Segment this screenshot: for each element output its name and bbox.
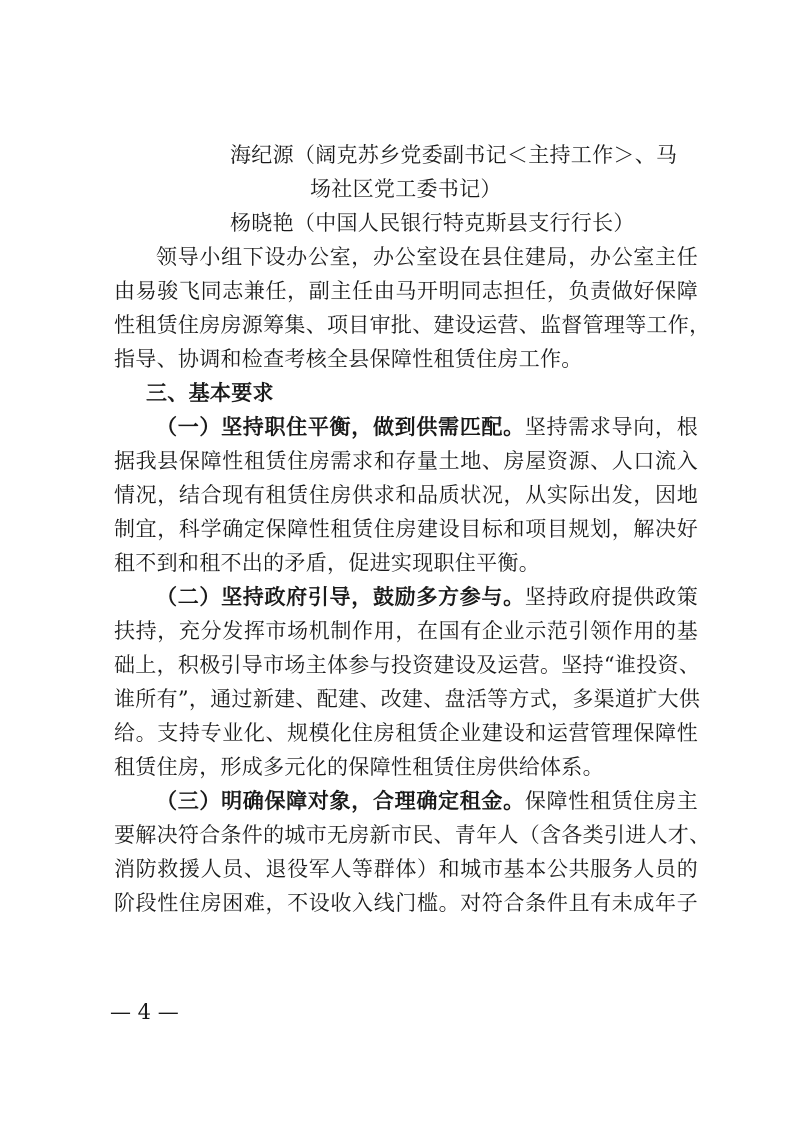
item-2-line: 租赁住房，形成多元化的保障性租赁住房供给体系。 [114,755,604,779]
item-1-first-line-rest: 坚持需求导向，根 [524,415,698,439]
item-1-line: 制宜，科学确定保障性租赁住房建设目标和项目规划，解决好 [114,517,698,541]
office-paragraph-line: 性租赁住房房源筹集、项目审批、建设运营、监督管理等工作， [114,313,711,337]
office-paragraph-line: 领导小组下设办公室，办公室设在县住建局，办公室主任 [156,245,698,269]
item-3-line: 消防救援人员、退役军人等群体）和城市基本公共服务人员的 [114,857,698,881]
item-2-first-line [114,580,698,614]
item-3-first-line-rest: 保障性租赁住房主 [524,789,698,813]
page-body [114,138,711,920]
member-yang-line: 杨晓艳（中国人民银行特克斯县支行行长） [230,211,635,235]
office-paragraph-line: 指导、协调和检查考核全县保障性租赁住房工作。 [114,347,583,371]
section-heading: 三、基本要求 [146,381,274,405]
item-2-line: 谁所有”，通过新建、配建、改建、盘活等方式，多渠道扩大供 [114,687,701,711]
item-1-line: 据我县保障性租赁住房需求和存量土地、房屋资源、人口流入 [114,449,698,473]
item-1-title: （一）坚持职住平衡，做到供需匹配。 [156,414,525,439]
item-2-first-line-rest: 坚持政府提供政策 [524,585,698,609]
office-paragraph-line: 由易骏飞同志兼任，副主任由马开明同志担任，负责做好保障 [114,279,698,303]
item-3-title: （三）明确保障对象，合理确定租金。 [156,788,525,813]
member-hai-line-2: 场社区党工委书记） [310,177,502,201]
member-hai-line-1: 海纪源（阔克苏乡党委副书记＜主持工作＞、马 [230,143,678,167]
item-1-line: 情况，结合现有租赁住房供求和品质状况，从实际出发，因地 [114,483,698,507]
item-2-title: （二）坚持政府引导，鼓励多方参与。 [156,584,525,609]
item-3-first-line [114,784,698,818]
item-2-line: 扶持，充分发挥市场机制作用，在国有企业示范引领作用的基 [114,619,698,643]
item-1-first-line [114,410,698,444]
item-2-line: 础上，积极引导市场主体参与投资建设及运营。坚持“谁投资、 [114,653,701,677]
item-2-line: 给。支持专业化、规模化住房租赁企业建设和运营管理保障性 [114,721,698,745]
item-1-line: 租不到和租不出的矛盾，促进实现职住平衡。 [114,551,540,575]
item-3-line: 阶段性住房困难，不设收入线门槛。对符合条件且有未成年子 [114,891,698,915]
page-number: — 4 — [110,1000,179,1024]
item-3-line: 要解决符合条件的城市无房新市民、青年人（含各类引进人才、 [114,823,711,847]
